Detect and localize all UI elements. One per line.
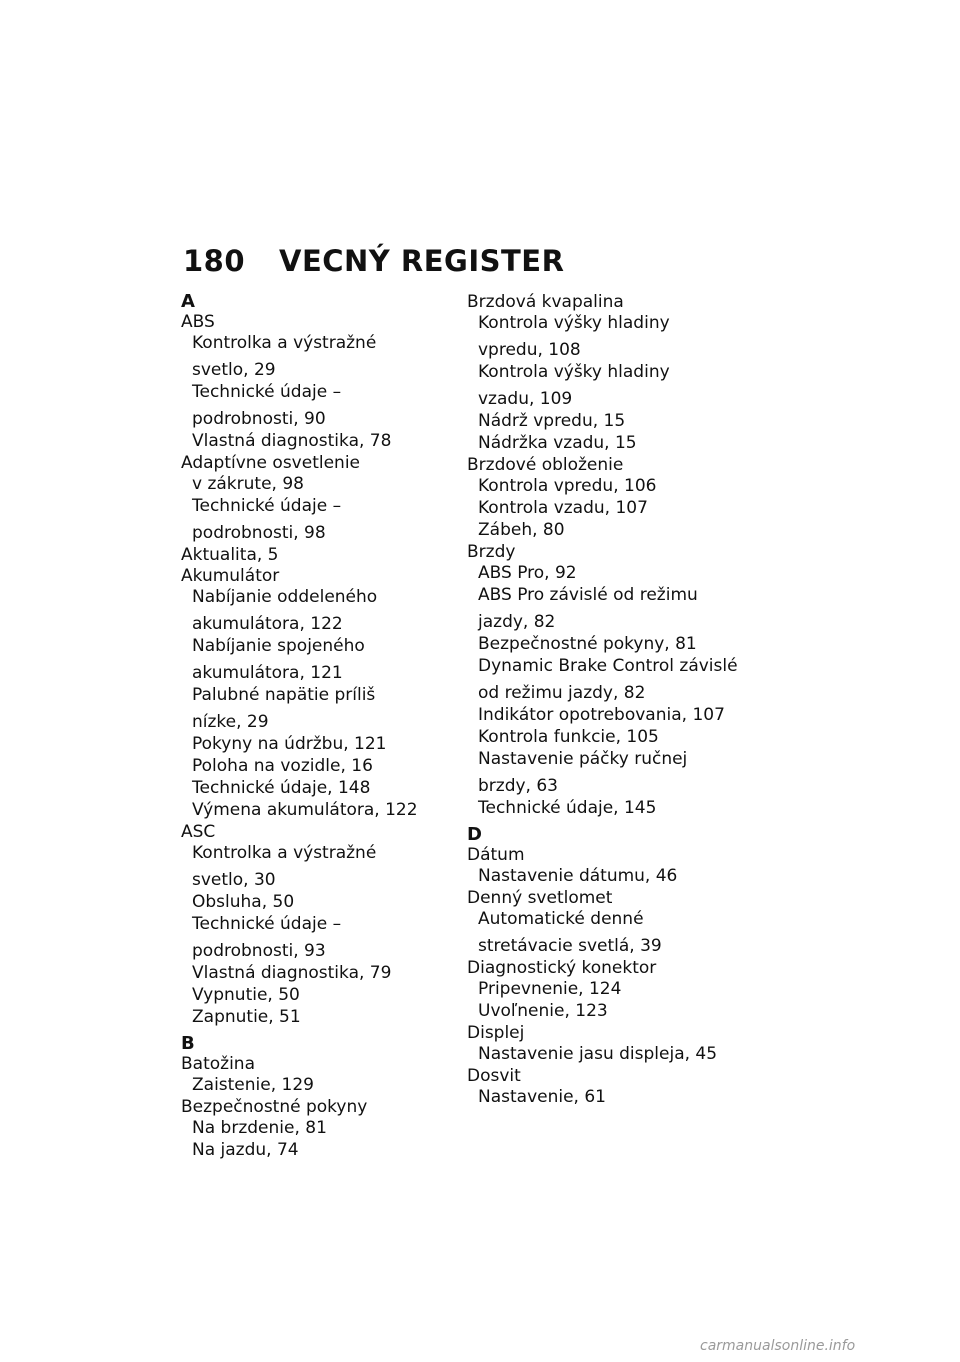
- index-term: Batožina: [181, 1054, 255, 1074]
- index-subentry: [192, 734, 451, 755]
- index-term: Denný svetlomet: [467, 888, 613, 908]
- index-subentry-line: Uvoľnenie, 123: [478, 1001, 608, 1021]
- index-subentry: [192, 431, 451, 452]
- index-subentry-line: podrobnosti, 90: [192, 409, 326, 429]
- index-entry: [181, 1097, 451, 1161]
- index-term: Displej: [467, 1023, 525, 1043]
- index-subentry-line: Kontrola výšky hladiny: [478, 362, 670, 382]
- index-entry: [467, 888, 757, 957]
- index-subentry: [478, 909, 757, 957]
- index-subentry-line: Nádržka vzadu, 15: [478, 433, 637, 453]
- index-subentry: [478, 866, 757, 887]
- index-term: Brzdy: [467, 542, 516, 562]
- index-letter: B: [181, 1033, 195, 1054]
- index-letter: A: [181, 291, 195, 312]
- index-subentry: [192, 778, 451, 799]
- index-entry: [467, 1023, 757, 1065]
- index-entry: [181, 453, 451, 544]
- page-header: [183, 244, 564, 278]
- index-subentry-line: od režimu jazdy, 82: [478, 683, 646, 703]
- index-subentry: [192, 636, 451, 684]
- index-subentry-line: podrobnosti, 93: [192, 941, 326, 961]
- index-subentry-line: Indikátor opotrebovania, 107: [478, 705, 725, 725]
- index-term: Aktualita, 5: [181, 545, 279, 565]
- index-subentry-line: v zákrute, 98: [192, 474, 304, 494]
- index-subentry: [192, 333, 451, 381]
- index-subentry: [478, 749, 757, 797]
- index-column-right: [467, 292, 757, 1109]
- index-subentry-line: stretávacie svetlá, 39: [478, 936, 662, 956]
- index-subentry-line: Vlastná diagnostika, 78: [192, 431, 392, 451]
- index-subentry: [478, 313, 757, 361]
- index-subentry-line: Bezpečnostné pokyny, 81: [478, 634, 697, 654]
- index-subentry-line: Kontrola funkcie, 105: [478, 727, 659, 747]
- index-term: Brzdové obloženie: [467, 455, 624, 475]
- index-subentry-line: Vlastná diagnostika, 79: [192, 963, 392, 983]
- index-subentry-line: vzadu, 109: [478, 389, 573, 409]
- index-subentry: [192, 685, 451, 733]
- index-subentry-line: Technické údaje, 148: [192, 778, 371, 798]
- index-subentry: [478, 520, 757, 541]
- index-subentry: [192, 474, 451, 495]
- index-subentry-line: Zaistenie, 129: [192, 1075, 314, 1095]
- index-subentry: [478, 1087, 757, 1108]
- index-term: Brzdová kvapalina: [467, 292, 624, 312]
- index-subentry-line: Automatické denné: [478, 909, 644, 929]
- index-subentry-line: Kontrola výšky hladiny: [478, 313, 670, 333]
- index-entry: [181, 566, 451, 821]
- index-subentry-line: Kontrolka a výstražné: [192, 333, 377, 353]
- index-subentry-line: nízke, 29: [192, 712, 269, 732]
- index-subentry: [192, 985, 451, 1006]
- index-subentry-line: podrobnosti, 98: [192, 523, 326, 543]
- index-term: Dátum: [467, 845, 525, 865]
- index-subentry-line: Vypnutie, 50: [192, 985, 300, 1005]
- index-term: ABS: [181, 312, 215, 332]
- index-subentry: [478, 476, 757, 497]
- index-subentry: [192, 914, 451, 962]
- index-subentry: [192, 892, 451, 913]
- index-subentry-line: Pripevnenie, 124: [478, 979, 622, 999]
- index-subentry-line: Na brzdenie, 81: [192, 1118, 327, 1138]
- index-subentry-line: Dynamic Brake Control závislé: [478, 656, 738, 676]
- index-subentry: [478, 498, 757, 519]
- index-entry: [467, 292, 757, 454]
- index-subentry: [478, 563, 757, 584]
- index-subentry: [192, 756, 451, 777]
- index-subentry: [192, 800, 451, 821]
- index-subentry-line: akumulátora, 121: [192, 663, 343, 683]
- index-subentry-line: ABS Pro závislé od režimu: [478, 585, 698, 605]
- watermark: carmanualsonline.info: [700, 1338, 856, 1354]
- index-entry: [181, 822, 451, 1028]
- index-subentry: [192, 843, 451, 891]
- index-subentry-line: svetlo, 30: [192, 870, 276, 890]
- index-subentry-line: Zapnutie, 51: [192, 1007, 301, 1027]
- index-subentry: [478, 979, 757, 1000]
- index-entry: [467, 542, 757, 819]
- index-subentry-line: Obsluha, 50: [192, 892, 295, 912]
- index-subentry-line: Nabíjanie oddeleného: [192, 587, 378, 607]
- index-letter: D: [467, 824, 482, 845]
- page-number: 180: [183, 244, 246, 278]
- index-subentry: [192, 1007, 451, 1028]
- index-subentry-line: Nastavenie páčky ručnej: [478, 749, 688, 769]
- index-subentry-line: Pokyny na údržbu, 121: [192, 734, 387, 754]
- index-subentry-line: Kontrola vzadu, 107: [478, 498, 648, 518]
- index-term: Akumulátor: [181, 566, 280, 586]
- index-entry: [467, 1066, 757, 1108]
- index-column-left: [181, 292, 451, 1162]
- index-term: Bezpečnostné pokyny: [181, 1097, 368, 1117]
- index-subentry-line: Palubné napätie príliš: [192, 685, 376, 705]
- index-subentry-line: akumulátora, 122: [192, 614, 343, 634]
- index-subentry-line: Technické údaje –: [192, 496, 342, 516]
- index-subentry-line: Kontrolka a výstražné: [192, 843, 377, 863]
- index-subentry: [478, 727, 757, 748]
- index-subentry-line: jazdy, 82: [478, 612, 556, 632]
- index-term: ASC: [181, 822, 216, 842]
- index-term: Dosvit: [467, 1066, 521, 1086]
- index-subentry: [478, 634, 757, 655]
- index-subentry-line: Nastavenie dátumu, 46: [478, 866, 678, 886]
- index-subentry-line: ABS Pro, 92: [478, 563, 577, 583]
- index-entry: [181, 1054, 451, 1096]
- index-subentry: [192, 496, 451, 544]
- index-entry: [181, 545, 451, 566]
- index-subentry-line: Nastavenie, 61: [478, 1087, 606, 1107]
- index-subentry-line: Technické údaje, 145: [478, 798, 657, 818]
- index-subentry-line: Nabíjanie spojeného: [192, 636, 365, 656]
- index-subentry: [192, 1140, 451, 1161]
- index-subentry-line: Technické údaje –: [192, 914, 342, 934]
- index-subentry: [192, 382, 451, 430]
- index-subentry-line: brzdy, 63: [478, 776, 558, 796]
- index-subentry-line: Zábeh, 80: [478, 520, 565, 540]
- index-subentry-line: vpredu, 108: [478, 340, 581, 360]
- index-subentry: [478, 1001, 757, 1022]
- index-subentry: [478, 656, 757, 704]
- index-term: Diagnostický konektor: [467, 958, 657, 978]
- index-subentry-line: Na jazdu, 74: [192, 1140, 299, 1160]
- index-subentry: [478, 705, 757, 726]
- index-entry: [181, 312, 451, 452]
- index-subentry-line: Technické údaje –: [192, 382, 342, 402]
- index-subentry: [478, 433, 757, 454]
- page-title: VECNÝ REGISTER: [279, 244, 565, 278]
- index-subentry-line: Nádrž vpredu, 15: [478, 411, 626, 431]
- index-term: Adaptívne osvetlenie: [181, 453, 360, 473]
- index-subentry: [478, 1044, 757, 1065]
- index-entry: [467, 845, 757, 887]
- index-subentry-line: Poloha na vozidle, 16: [192, 756, 373, 776]
- index-subentry-line: Nastavenie jasu displeja, 45: [478, 1044, 718, 1064]
- index-subentry: [192, 963, 451, 984]
- index-subentry: [192, 587, 451, 635]
- index-entry: [467, 455, 757, 541]
- index-subentry: [192, 1075, 451, 1096]
- index-subentry: [478, 798, 757, 819]
- index-subentry-line: Výmena akumulátora, 122: [192, 800, 418, 820]
- index-subentry-line: Kontrola vpredu, 106: [478, 476, 657, 496]
- index-subentry: [478, 362, 757, 410]
- index-subentry: [478, 411, 757, 432]
- index-subentry: [192, 1118, 451, 1139]
- index-subentry: [478, 585, 757, 633]
- index-entry: [467, 958, 757, 1022]
- index-subentry-line: svetlo, 29: [192, 360, 276, 380]
